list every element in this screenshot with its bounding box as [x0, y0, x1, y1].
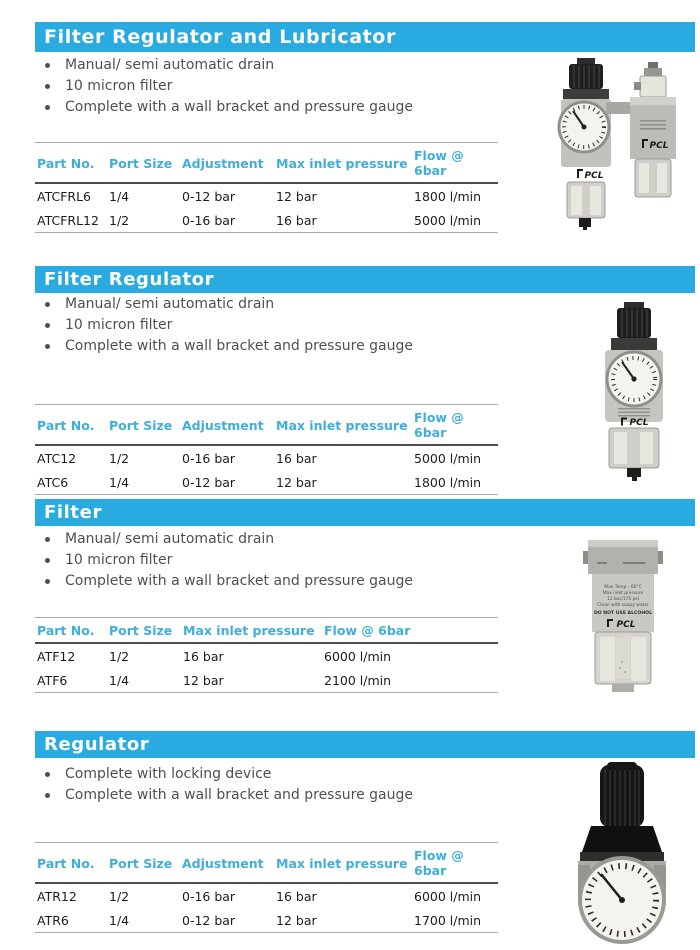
filter-head: [583, 540, 663, 574]
cell-max-inlet: 12 bar: [181, 668, 322, 693]
cell-part-no: ATC6: [35, 470, 107, 495]
cell-flow: 5000 l/min: [414, 451, 482, 466]
cell-flow: 1800 l/min: [414, 189, 482, 204]
section-title: Regulator: [44, 734, 150, 755]
label-line: Max Temp - 60°C: [604, 585, 642, 590]
col-header: Port Size: [107, 405, 180, 446]
table-row: [35, 883, 498, 908]
cell-part-no: ATC12: [37, 451, 77, 466]
regulator-illustration: [577, 762, 667, 946]
col-header: Flow @ 6bar: [322, 618, 498, 644]
bullet-item: Complete with a wall bracket and pressure gauge: [38, 571, 518, 592]
cell-max-inlet: 12 bar: [274, 908, 412, 933]
body-highlight: [630, 97, 676, 105]
bullet-item: Complete with a wall bracket and pressure gauge: [38, 336, 518, 357]
cell-adjustment: 0-16 bar: [182, 451, 236, 466]
table-header-row: [35, 143, 498, 184]
table-row: [35, 643, 498, 668]
col-header: Flow @ 6bar: [412, 843, 498, 884]
feature-list: [38, 55, 518, 118]
col-header: Max inlet pressure: [274, 405, 412, 446]
cell-flow: 1800 l/min: [412, 470, 498, 495]
regulator-knob-icon: [611, 302, 657, 350]
cell-part-no: ATCFRL12: [35, 208, 107, 233]
feature-list: [38, 529, 518, 592]
spec-table-frl: [35, 142, 498, 233]
table-row: [35, 208, 498, 233]
cell-adjustment: 0-12 bar: [182, 189, 236, 204]
section-title-bar: [35, 499, 695, 526]
label-lines: [618, 408, 650, 416]
col-header: Port Size: [107, 618, 181, 644]
filter-bowl: [609, 428, 659, 481]
section-title: Filter: [44, 502, 102, 523]
cell-flow: 6000 l/min: [414, 889, 482, 904]
product-photo-filter-regulator: [594, 302, 676, 486]
col-header: Max inlet pressure: [274, 843, 412, 884]
table-header-row: [35, 618, 498, 644]
bullet-item: Manual/ semi automatic drain: [38, 55, 518, 76]
table-row: [35, 470, 498, 495]
bullet-item: Manual/ semi automatic drain: [38, 529, 518, 550]
cell-port-size: 1/4: [107, 668, 181, 693]
table-row: [35, 183, 498, 208]
bullet-item: 10 micron filter: [38, 76, 518, 97]
label-lines: [640, 120, 666, 130]
filter-bowl: [595, 632, 651, 692]
product-photo-filter: [583, 538, 663, 698]
label-line: DO NOT USE ALCOHOL: [593, 611, 653, 616]
bullet-item: Manual/ semi automatic drain: [38, 294, 518, 315]
bullet-item: 10 micron filter: [38, 315, 518, 336]
product-photo-regulator: [577, 762, 667, 950]
pressure-gauge-icon: [607, 352, 661, 406]
cell-part-no: ATR6: [35, 908, 107, 933]
section-title: Filter Regulator: [44, 269, 215, 290]
filter-illustration: [583, 538, 663, 694]
brand-text: PCL: [649, 141, 669, 151]
col-header: Port Size: [107, 843, 180, 884]
cell-flow: 5000 l/min: [412, 208, 498, 233]
table-row: [35, 445, 498, 470]
regulator-knob-icon: [563, 58, 609, 99]
cell-max-inlet: 12 bar: [276, 189, 317, 204]
label-line: Max inlet pressure: [602, 591, 644, 596]
col-header: Part No.: [35, 143, 107, 184]
bullet-item: Complete with a wall bracket and pressure gauge: [38, 97, 518, 118]
cell-adjustment: 0-16 bar: [180, 208, 274, 233]
lubricator-sight-dome-icon: [634, 62, 666, 97]
section-title: Filter Regulator and Lubricator: [44, 26, 396, 48]
cell-port-size: 1/2: [109, 649, 130, 664]
cell-port-size: 1/2: [109, 451, 130, 466]
table-header-row: [35, 843, 498, 884]
section-title-bar: [35, 731, 695, 758]
col-header: Adjustment: [180, 143, 274, 184]
col-header: Flow @ 6bar: [412, 143, 498, 184]
section-title-bar: [35, 266, 695, 293]
brand-text: PCL: [616, 620, 636, 630]
cell-max-inlet: 16 bar: [276, 889, 317, 904]
cell-part-no: ATR12: [37, 889, 77, 904]
cell-part-no: ATCFRL6: [37, 189, 92, 204]
bullet-item: Complete with a wall bracket and pressure gauge: [38, 785, 518, 806]
feature-list: [38, 764, 518, 806]
col-header: Max inlet pressure: [181, 618, 322, 644]
cell-port-size: 1/2: [107, 208, 180, 233]
cell-adjustment: 0-12 bar: [180, 908, 274, 933]
cell-part-no: ATF6: [35, 668, 107, 693]
col-header: Port Size: [107, 143, 180, 184]
col-header: Part No.: [35, 405, 107, 446]
cell-port-size: 1/4: [107, 470, 180, 495]
spec-table-regulator: [35, 842, 498, 933]
cell-max-inlet: 12 bar: [274, 470, 412, 495]
feature-list: [38, 294, 518, 357]
cell-port-size: 1/4: [107, 908, 180, 933]
brand-text: PCL: [629, 418, 649, 428]
cell-port-size: 1/2: [109, 889, 130, 904]
regulator-knob-icon: [580, 762, 664, 861]
frl-unit-illustration: [548, 58, 693, 230]
lubricator-bowl: [635, 159, 671, 197]
spec-table-filter: [35, 617, 498, 693]
table-row: [35, 908, 498, 933]
cell-flow: 6000 l/min: [324, 649, 392, 664]
spec-table-filter-regulator: [35, 404, 498, 495]
filter-regulator-illustration: [594, 302, 676, 482]
pressure-gauge-icon: [580, 858, 664, 942]
cell-adjustment: 0-16 bar: [182, 889, 236, 904]
label-line: Clean with soapy water: [597, 603, 649, 608]
bullet-item: 10 micron filter: [38, 550, 518, 571]
cell-flow: 2100 l/min: [322, 668, 498, 693]
col-header: Adjustment: [180, 405, 274, 446]
col-header: Max inlet pressure: [274, 143, 412, 184]
cell-flow: 1700 l/min: [412, 908, 498, 933]
cell-adjustment: 0-12 bar: [180, 470, 274, 495]
label-line: 12 bar/175 psi: [607, 597, 639, 602]
cell-max-inlet: 16 bar: [274, 208, 412, 233]
product-photo-filter-regulator-lubricator: [548, 58, 693, 234]
section-title-bar: [35, 22, 695, 52]
cell-part-no: ATF12: [37, 649, 76, 664]
bullet-item: Complete with locking device: [38, 764, 518, 785]
table-row: [35, 668, 498, 693]
col-header: Part No.: [35, 618, 107, 644]
cell-max-inlet: 16 bar: [183, 649, 224, 664]
pressure-gauge-icon: [559, 102, 609, 152]
col-header: Flow @ 6bar: [412, 405, 498, 446]
col-header: Adjustment: [180, 843, 274, 884]
filter-bowl: [567, 182, 605, 230]
table-header-row: [35, 405, 498, 446]
col-header: Part No.: [35, 843, 107, 884]
brand-text: PCL: [584, 171, 604, 181]
cell-max-inlet: 16 bar: [276, 451, 317, 466]
cell-port-size: 1/4: [109, 189, 130, 204]
brand-logo: [577, 169, 604, 181]
